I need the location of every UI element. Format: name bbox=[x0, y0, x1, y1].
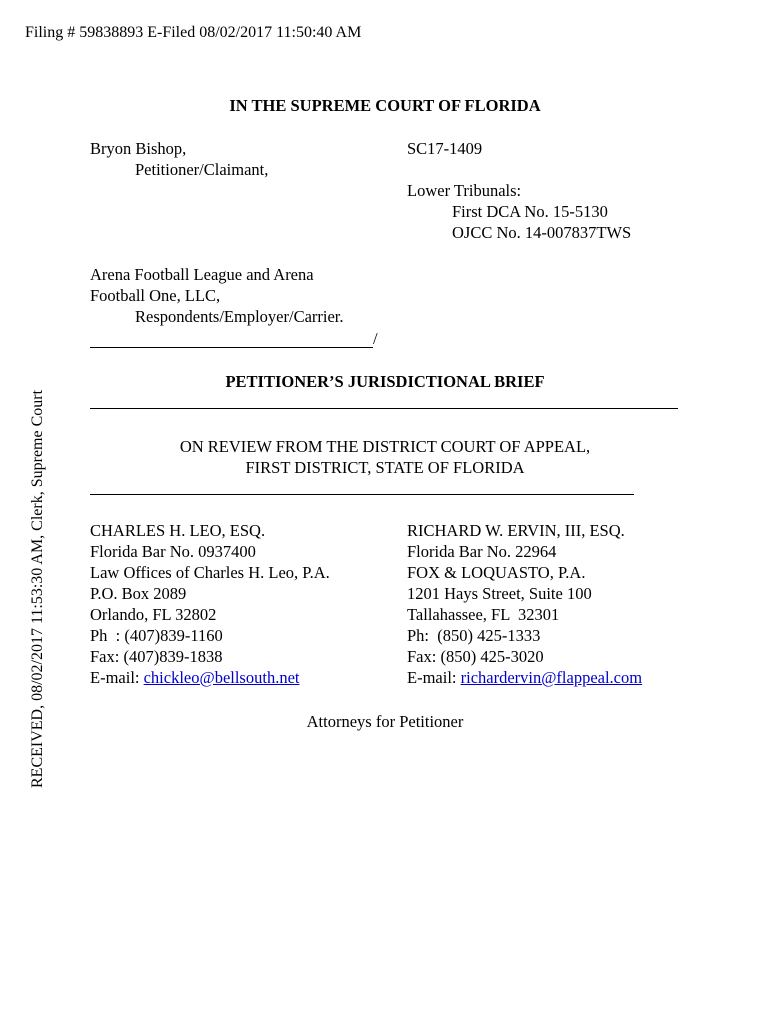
petitioner-name: Bryon Bishop, bbox=[90, 139, 187, 158]
attorney-right-email-label: E-mail: bbox=[407, 668, 461, 687]
review-divider bbox=[90, 494, 634, 495]
attorney-right-phone: Ph: (850) 425-1333 bbox=[407, 626, 541, 645]
attorneys-for-petitioner: Attorneys for Petitioner bbox=[306, 712, 464, 731]
review-line2: FIRST DISTRICT, STATE OF FLORIDA bbox=[245, 458, 525, 477]
brief-title: PETITIONER’S JURISDICTIONAL BRIEF bbox=[225, 372, 545, 391]
review-line1: ON REVIEW FROM THE DISTRICT COURT OF APPEAL, bbox=[179, 437, 591, 456]
lower-tribunals-label: Lower Tribunals: bbox=[407, 181, 522, 200]
caption-slash: / bbox=[373, 329, 378, 348]
attorney-right bbox=[407, 520, 642, 688]
case-number: SC17-1409 bbox=[407, 139, 483, 158]
attorney-right-email-row bbox=[407, 667, 642, 688]
received-stamp: RECEIVED, 08/02/2017 11:53:30 AM, Clerk, Supreme Court bbox=[29, 389, 46, 788]
ojcc-number: OJCC No. 14-007837TWS bbox=[452, 223, 632, 242]
attorney-right-bar: Florida Bar No. 22964 bbox=[407, 542, 557, 561]
petitioner-role: Petitioner/Claimant, bbox=[135, 160, 269, 179]
respondent-role: Respondents/Employer/Carrier. bbox=[135, 307, 344, 326]
attorney-left-firm: Law Offices of Charles H. Leo, P.A. bbox=[90, 563, 330, 582]
title-divider bbox=[90, 408, 678, 409]
attorney-right-email-link[interactable]: richardervin@flappeal.com bbox=[460, 668, 643, 687]
attorney-left-email-label: E-mail: bbox=[90, 668, 144, 687]
dca-number: First DCA No. 15-5130 bbox=[452, 202, 608, 221]
attorney-left bbox=[90, 520, 330, 688]
filing-stamp: Filing # 59838893 E-Filed 08/02/2017 11:50:40 AM bbox=[25, 24, 362, 41]
attorney-right-address1: 1201 Hays Street, Suite 100 bbox=[407, 584, 592, 603]
attorney-right-firm: FOX & LOQUASTO, P.A. bbox=[407, 563, 586, 582]
attorney-left-fax: Fax: (407)839-1838 bbox=[90, 647, 223, 666]
attorney-left-address2: Orlando, FL 32802 bbox=[90, 605, 217, 624]
respondent-block bbox=[90, 264, 344, 327]
attorney-left-address1: P.O. Box 2089 bbox=[90, 584, 187, 603]
attorney-left-name: CHARLES H. LEO, ESQ. bbox=[90, 521, 266, 540]
respondent-line1: Arena Football League and Arena bbox=[90, 265, 314, 284]
attorney-right-name: RICHARD W. ERVIN, III, ESQ. bbox=[407, 521, 625, 540]
attorney-left-phone: Ph : (407)839-1160 bbox=[90, 626, 223, 645]
attorney-left-bar: Florida Bar No. 0937400 bbox=[90, 542, 256, 561]
attorney-left-email-row bbox=[90, 667, 330, 688]
lower-tribunals-block bbox=[407, 180, 631, 243]
attorney-left-email-link[interactable]: chickleo@bellsouth.net bbox=[143, 668, 300, 687]
petitioner-block bbox=[90, 138, 268, 180]
caption-divider bbox=[90, 347, 373, 348]
respondent-line2: Football One, LLC, bbox=[90, 286, 221, 305]
court-title: IN THE SUPREME COURT OF FLORIDA bbox=[229, 96, 541, 115]
attorney-right-address2: Tallahassee, FL 32301 bbox=[407, 605, 560, 624]
attorney-right-fax: Fax: (850) 425-3020 bbox=[407, 647, 544, 666]
